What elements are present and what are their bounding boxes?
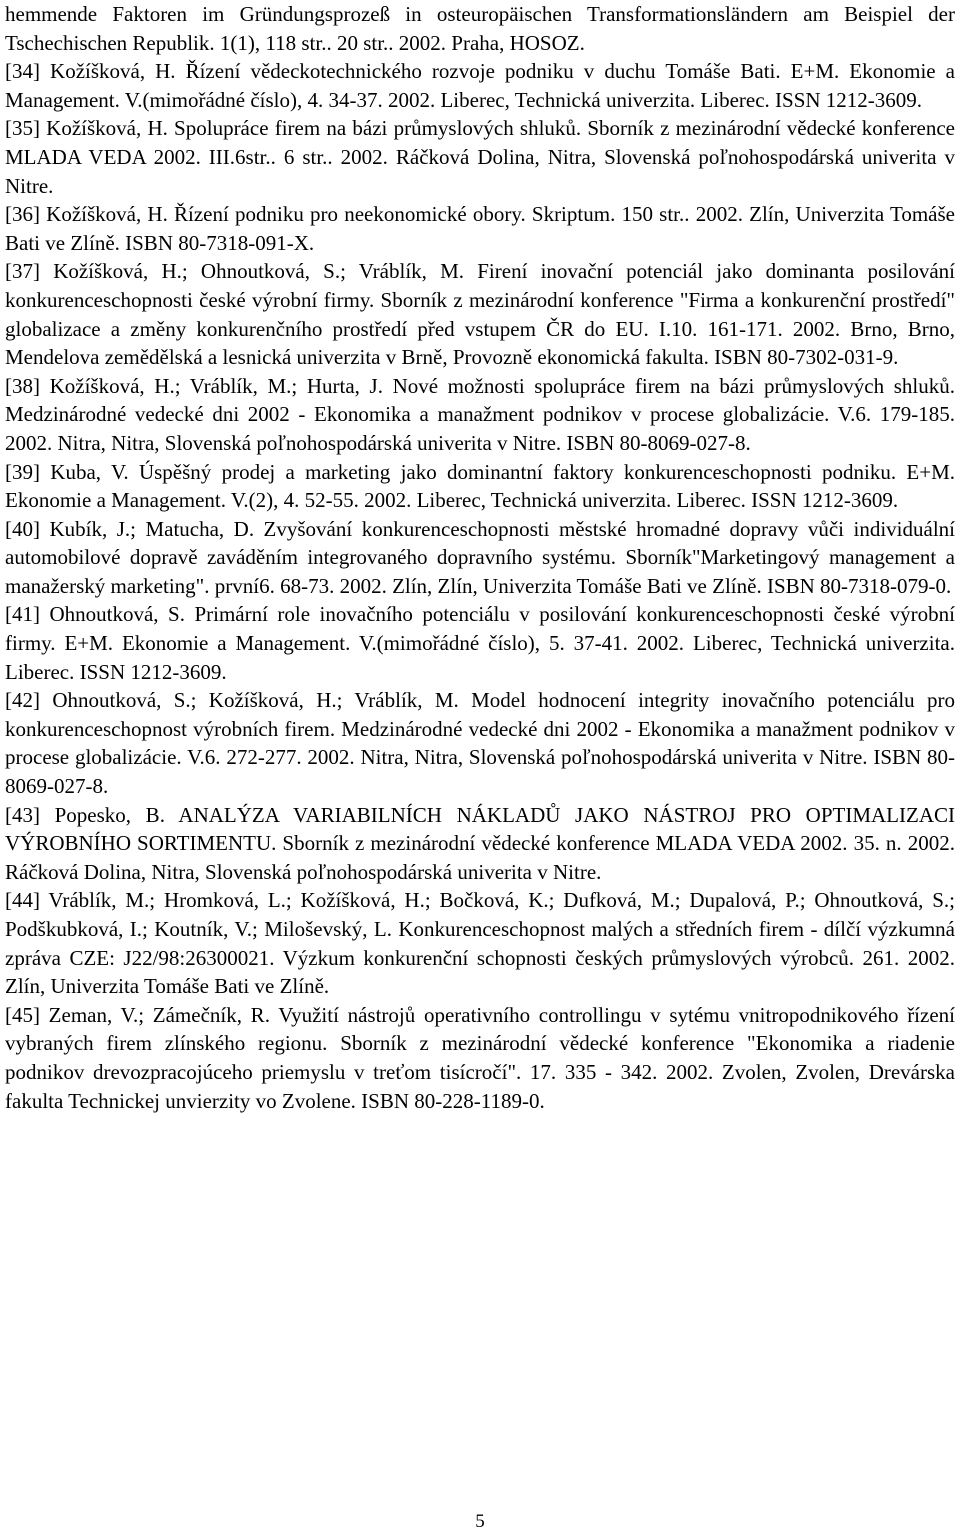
reference-39: [39] Kuba, V. Úspěšný prodej a marketing jako dominantní faktory konkurenceschopnosti podniku. E+M. Ekonomie a Management. V.(2), 4. 52-55. 2002. Liberec, Technická univerzita. Liberec. ISSN 1212-3609.: [5, 459, 955, 513]
page-number: 5: [475, 1511, 485, 1532]
reference-42: [42] Ohnoutková, S.; Kožíšková, H.; Vráblík, M. Model hodnocení integrity inovačního potenciálu pro konkurenceschopnost výrobních firem. Medzinárodné vedecké dni 2002 - Ekonomika a manažment podnikov v procese globalizácie. V.6. 272-277. 2002. Nitra, Nitra, Slovenská poľnohospodárská univerita v Nitre. ISBN 80-8069-027-8.: [5, 688, 955, 799]
reference-list: [5, 0, 955, 1115]
reference-34: [34] Kožíšková, H. Řízení vědeckotechnického rozvoje podniku v duchu Tomáše Bati. E+M. Ekonomie a Management. V.(mimořádné číslo), 4. 34-37. 2002. Liberec, Technická univerzita. Liberec. ISSN 1212-3609.: [5, 59, 955, 112]
reference-44: [44] Vráblík, M.; Hromková, L.; Kožíšková, H.; Bočková, K.; Dufková, M.; Dupalová, P.; Ohnoutková, S.; Podškubková, I.; Koutník, V.; Miloševský, L. Konkurenceschopnost malých a středních firem - dílčí výzkumná zpráva CZE: J22/98:26300021. Výzkum konkurenční schopnosti českých průmyslových výrobců. 261. 2002. Zlín, Univerzita Tomáše Bati ve Zlíně.: [5, 888, 955, 999]
reference-33-continuation: hemmende Faktoren im Gründungsprozeß in osteuropäischen Transformationsländern am Beispiel der Tschechischen Republik. 1(1), 118 str.. 20 str.. 2002. Praha, HOSOZ.: [5, 2, 955, 55]
reference-35: [35] Kožíšková, H. Spolupráce firem na bázi průmyslových shluků. Sborník z mezinárodní vědecké konference MLADA VEDA 2002. III.6str.. 6 str.. 2002. Ráčková Dolina, Nitra, Slovenská poľnohospodárská univerita v Nitre.: [5, 116, 955, 198]
reference-45: [45] Zeman, V.; Zámečník, R. Využití nástrojů operativního controllingu v sytému vnitropodnikového řízení vybraných firem zlínského regionu. Sborník z mezinárodní vědecké konference "Ekonomika a riadenie podnikov drevozpracojúceho priemyslu v treťom tisícročí". 17. 335 - 342. 2002. Zvolen, Zvolen, Drevárska fakulta Technickej unvierzity vo Zvolene. ISBN 80-228-1189-0.: [5, 1002, 955, 1113]
reference-38: [38] Kožíšková, H.; Vráblík, M.; Hurta, J. Nové možnosti spolupráce firem na bázi průmyslových shluků. Medzinárodné vedecké dni 2002 - Ekonomika a manažment podnikov v procese globalizácie. V.6. 179-185. 2002. Nitra, Nitra, Slovenská poľnohospodárská univerita v Nitre. ISBN 80-8069-027-8.: [5, 373, 955, 455]
reference-40: [40] Kubík, J.; Matucha, D. Zvyšování konkurenceschopnosti městské hromadné dopravy vůči individuální automobilové dopravě zaváděním integrovaného dopravního systému. Sborník"Marketingový management a manažerský marketing". první6. 68-73. 2002. Zlín, Zlín, Univerzita Tomáše Bati ve Zlíně. ISBN 80-7318-079-0.: [5, 516, 955, 598]
reference-41: [41] Ohnoutková, S. Primární role inovačního potenciálu v posilování konkurenceschopnosti české výrobní firmy. E+M. Ekonomie a Management. V.(mimořádné číslo), 5. 37-41. 2002. Liberec, Technická univerzita. Liberec. ISSN 1212-3609.: [5, 602, 955, 684]
reference-43: [43] Popesko, B. ANALÝZA VARIABILNÍCH NÁKLADŮ JAKO NÁSTROJ PRO OPTIMALIZACI VÝROBNÍHO SORTIMENTU. Sborník z mezinárodní vědecké konference MLADA VEDA 2002. 35. n. 2002. Ráčková Dolina, Nitra, Slovenská poľnohospodárská univerita v Nitre.: [5, 802, 955, 884]
reference-37: [37] Kožíšková, H.; Ohnoutková, S.; Vráblík, M. Firení inovační potenciál jako dominanta posilování konkurenceschopnosti české výrobní firmy. Sborník z mezinárodní konference "Firma a konkurenční prostředí" globalizace a změny konkurenčního prostředí před vstupem ČR do EU. I.10. 161-171. 2002. Brno, Brno, Mendelova zemědělská a lesnická univerzita v Brně, Provozně ekonomická fakulta. ISBN 80-7302-031-9.: [5, 259, 955, 370]
reference-36: [36] Kožíšková, H. Řízení podniku pro neekonomické obory. Skriptum. 150 str.. 2002. Zlín, Univerzita Tomáše Bati ve Zlíně. ISBN 80-7318-091-X.: [5, 202, 955, 255]
